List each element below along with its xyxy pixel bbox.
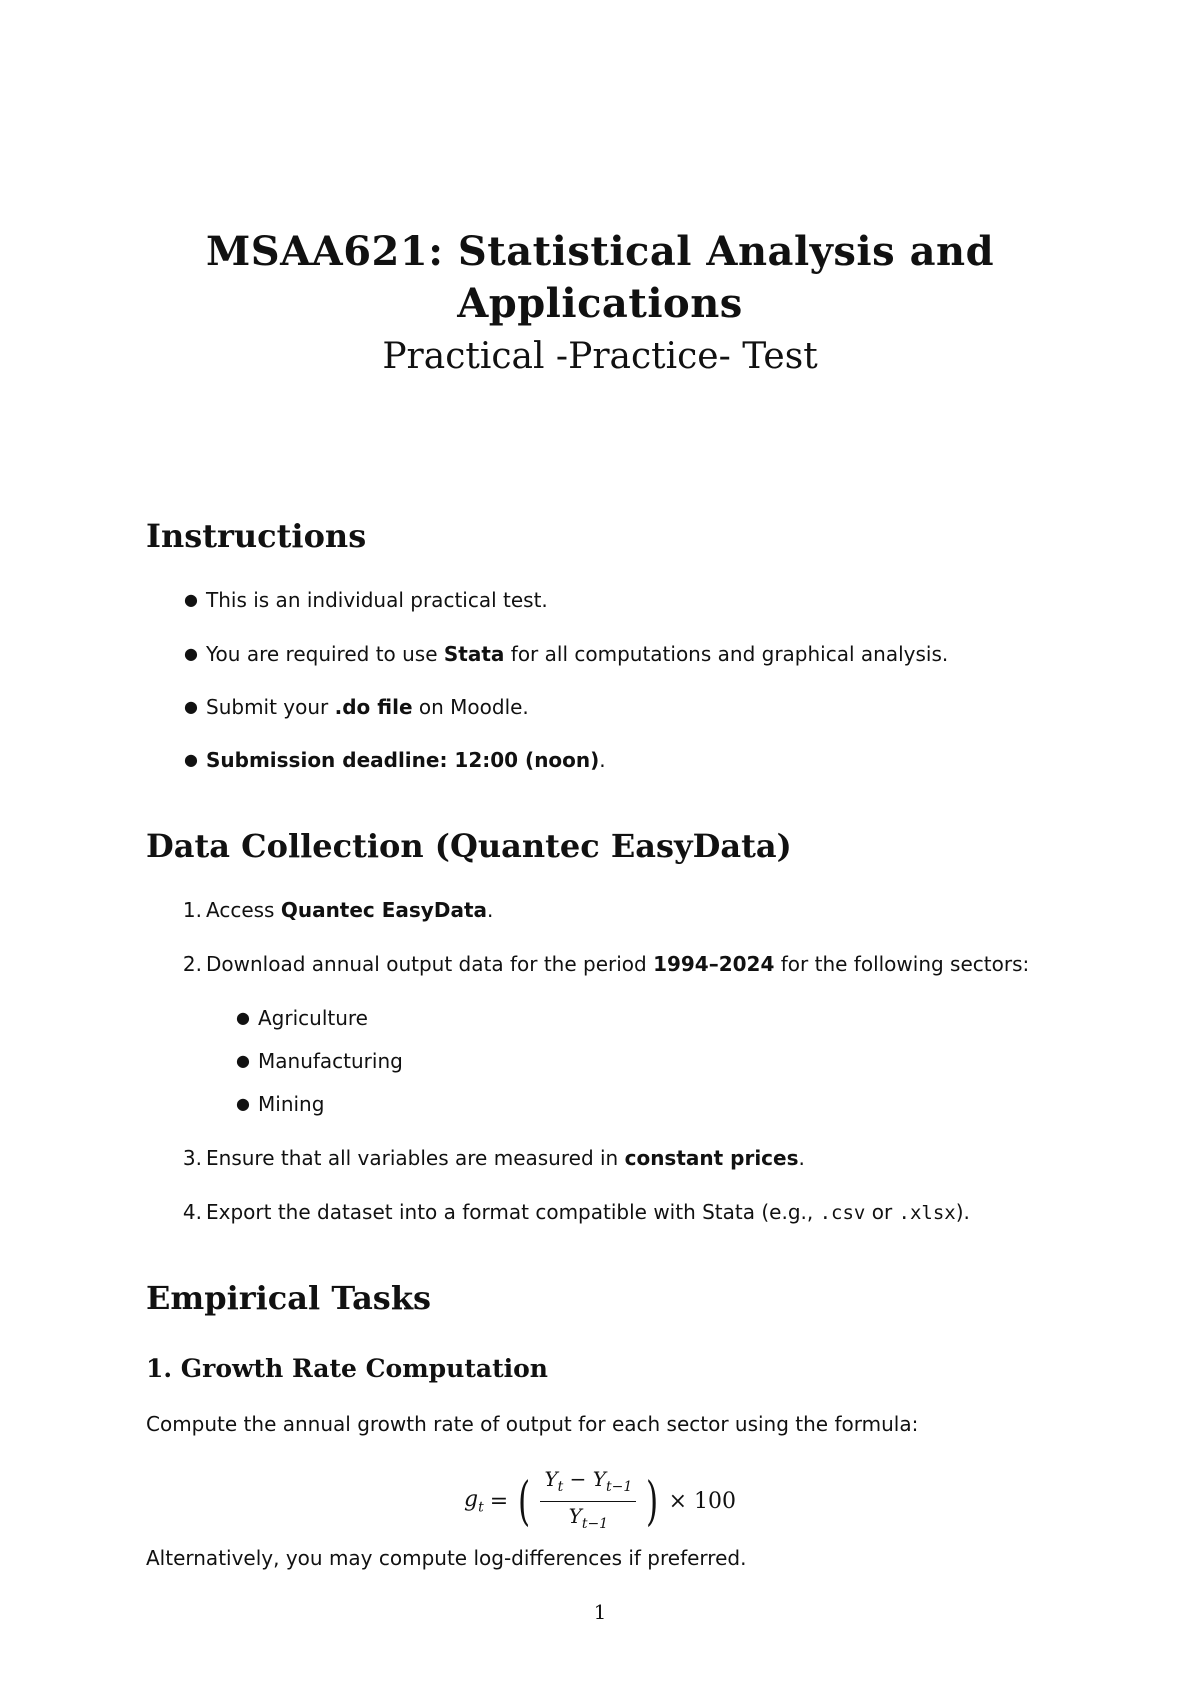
- bullet-icon: ●: [184, 590, 198, 609]
- page-number: 1: [593, 1600, 607, 1624]
- task1-note: Alternatively, you may compute log-differences if preferred.: [146, 1546, 747, 1570]
- title-line-1: MSAA621: Statistical Analysis and: [205, 228, 995, 275]
- task1-intro: Compute the annual growth rate of output for each sector using the formula:: [146, 1412, 919, 1436]
- code-xlsx: .xlsx: [898, 1202, 956, 1224]
- task1-heading: 1. Growth Rate Computation: [146, 1354, 548, 1383]
- sector-item: ● Agriculture: [236, 1006, 368, 1030]
- instruction-item: ● Submission deadline: 12:00 (noon).: [184, 748, 606, 772]
- step-number: 4.: [182, 1200, 202, 1224]
- instruction-item: ● You are required to use Stata for all computations and graphical analysis.: [184, 642, 949, 666]
- fraction: [540, 1466, 636, 1537]
- fraction-numerator: $Y_t - Y_{t-1}$: [540, 1466, 636, 1502]
- step-item: 3. Ensure that all variables are measured in constant prices.: [206, 1144, 805, 1172]
- empirical-heading: Empirical Tasks: [146, 1279, 431, 1317]
- instruction-item: ● Submit your .do file on Moodle.: [184, 695, 529, 719]
- bullet-icon: ●: [184, 697, 198, 716]
- step-number: 3.: [182, 1146, 202, 1170]
- fraction-denominator: $Y_{t-1}$: [568, 1504, 609, 1532]
- sector-item: ● Manufacturing: [236, 1049, 403, 1073]
- title-line-2: Applications: [457, 280, 743, 327]
- bullet-icon: ●: [236, 1008, 250, 1027]
- bullet-icon: ●: [184, 644, 198, 663]
- instructions-heading: Instructions: [146, 517, 367, 555]
- subtitle: Practical -Practice- Test: [382, 336, 818, 377]
- bullet-icon: ●: [236, 1094, 250, 1113]
- data-collection-heading: Data Collection (Quantec EasyData): [146, 827, 792, 865]
- sector-item: ● Mining: [236, 1092, 325, 1116]
- growth-rate-formula: [0, 1466, 1200, 1530]
- bullet-icon: ●: [236, 1051, 250, 1070]
- step-item: 2. Download annual output data for the period 1994–2024 for the following sectors:: [206, 950, 1029, 978]
- title-block: [0, 226, 1200, 382]
- right-paren: ): [646, 1471, 659, 1532]
- left-paren: (: [518, 1471, 531, 1532]
- step-item: 1. Access Quantec EasyData.: [206, 896, 493, 924]
- formula-lhs: $g_t$: [464, 1487, 484, 1516]
- bullet-icon: ●: [184, 750, 198, 769]
- step-number: 2.: [182, 952, 202, 976]
- times-100: × 100: [668, 1489, 736, 1514]
- step-item: 4. Export the dataset into a format compatible with Stata (e.g., .csv or .xlsx).: [206, 1198, 970, 1227]
- equals-sign: =: [489, 1489, 509, 1514]
- code-csv: .csv: [819, 1202, 866, 1224]
- instruction-item: ● This is an individual practical test.: [184, 588, 548, 612]
- step-number: 1.: [182, 898, 202, 922]
